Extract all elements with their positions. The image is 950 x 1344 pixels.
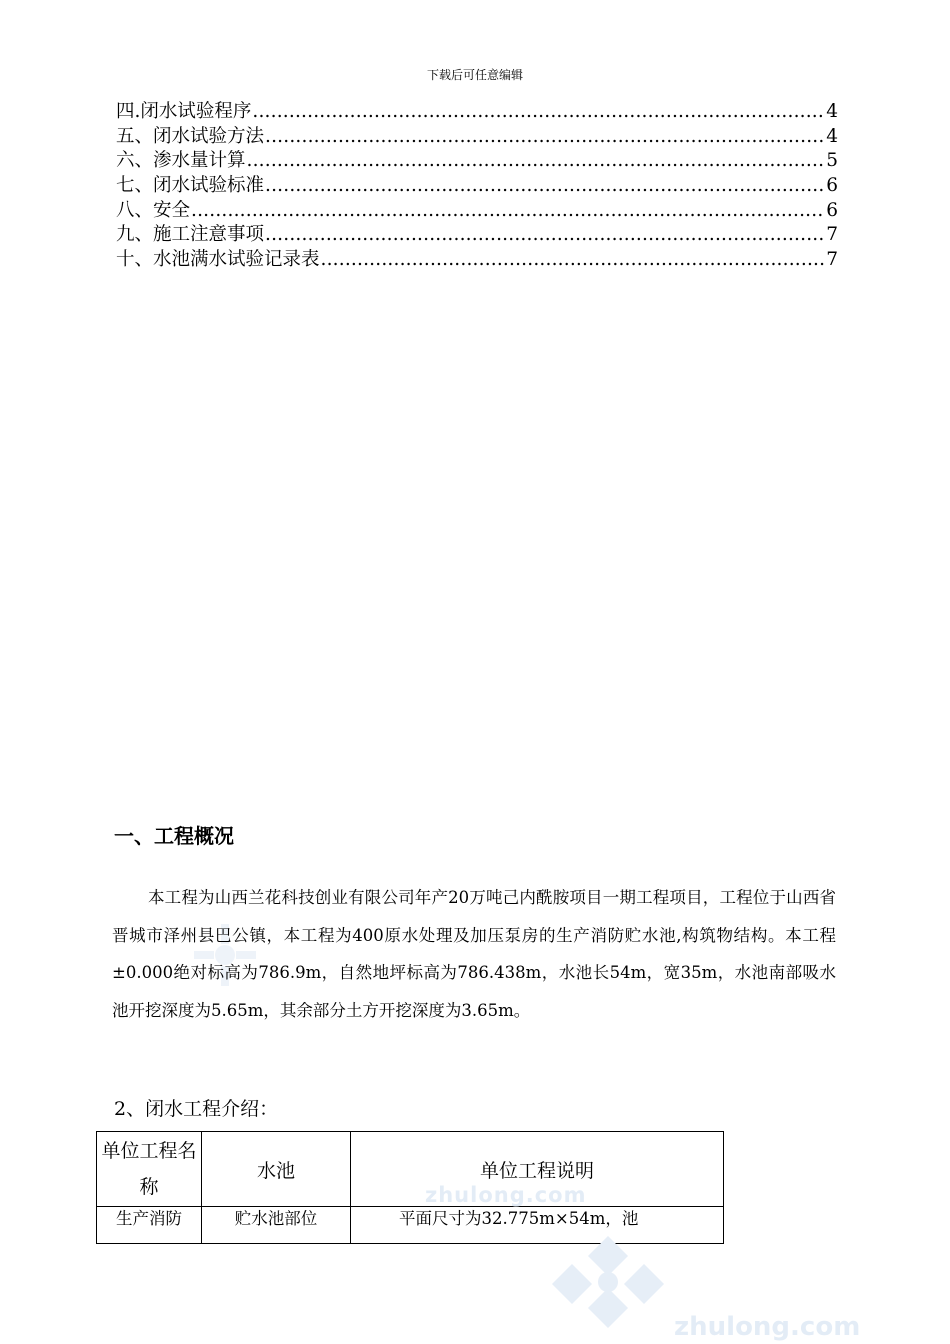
table-cell: 贮水池部位	[202, 1207, 351, 1244]
toc-entry[interactable]	[116, 149, 838, 174]
watermark-text: zhulong.com	[425, 1183, 587, 1207]
toc-page-number: 7	[826, 249, 838, 271]
toc-leader-dots	[247, 149, 826, 174]
toc-page-number: 6	[826, 175, 838, 197]
toc-leader-dots	[321, 248, 826, 273]
toc-leader-dots	[252, 100, 825, 125]
toc-entry[interactable]	[116, 125, 838, 150]
toc-page-number: 5	[826, 150, 838, 172]
toc-leader-dots	[265, 125, 825, 150]
toc-page-number: 4	[826, 125, 838, 147]
toc-label: 四.闭水试验程序	[116, 101, 252, 122]
toc-page-number: 6	[826, 199, 838, 221]
toc-page-number: 4	[826, 101, 838, 122]
toc-entry[interactable]	[116, 100, 838, 125]
project-intro-table	[96, 1131, 724, 1244]
table-cell: 生产消防	[97, 1207, 202, 1244]
table-header-cell: 单位工程说明	[351, 1132, 724, 1207]
header-note: 下载后可任意编辑	[426, 68, 523, 82]
toc-entry[interactable]	[116, 223, 838, 248]
toc-label: 七、闭水试验标准	[116, 175, 265, 197]
toc-label: 十、水池满水试验记录表	[116, 249, 320, 271]
watermark-text: zhulong.com	[674, 1312, 861, 1342]
watermark-logo-icon	[548, 1232, 668, 1332]
section-title: 一、工程概况	[114, 824, 234, 848]
toc-entry[interactable]	[116, 199, 838, 224]
toc-label: 九、施工注意事项	[116, 224, 265, 246]
table-header-row	[97, 1132, 724, 1207]
toc-label: 六、渗水量计算	[116, 150, 246, 172]
table-header-cell: 水池	[202, 1132, 351, 1207]
table-of-contents	[116, 100, 838, 273]
table-header-cell: 单位工程名称	[97, 1132, 202, 1207]
overview-paragraph: 本工程为山西兰花科技创业有限公司年产20万吨己内酰胺项目一期工程项目，工程位于山西省晋城市泽州县巴公镇，本工程为400原水处理及加压泵房的生产消防贮水池,构筑物结构。本工程±0.000绝对标高为786.9m，自然地坪标高为786.438m，水池长54m，宽35m，水池南部吸水池开挖深度为5.65m，其余部分土方开挖深度为3.65m。	[112, 888, 836, 1020]
toc-leader-dots	[265, 223, 825, 248]
toc-entry[interactable]	[116, 248, 838, 273]
toc-entry[interactable]	[116, 174, 838, 199]
toc-leader-dots	[265, 174, 825, 199]
table-cell: 平面尺寸为32.775m×54m，池	[351, 1207, 724, 1244]
subsection-title: 2、闭水工程介绍：	[114, 1098, 279, 1120]
toc-label: 八、安全	[116, 199, 191, 221]
toc-leader-dots	[191, 199, 825, 224]
toc-label: 五、闭水试验方法	[116, 125, 265, 147]
toc-page-number: 7	[826, 224, 838, 246]
